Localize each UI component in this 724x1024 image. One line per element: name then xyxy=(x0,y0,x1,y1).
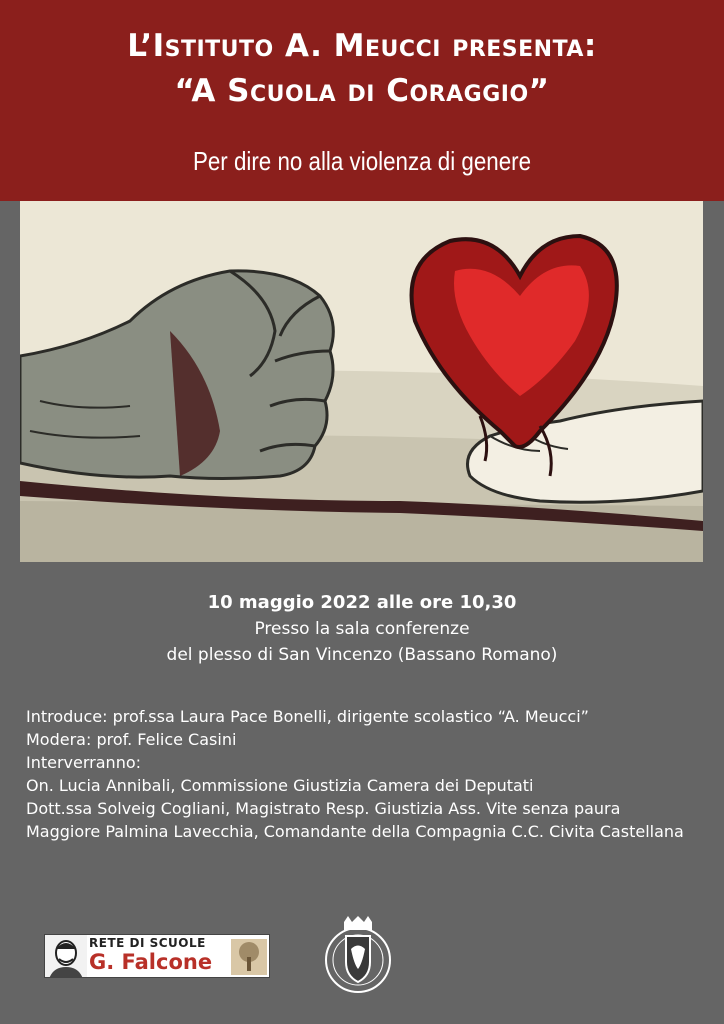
speaker-line: Dott.ssa Solveig Cogliani, Magistrato Resp. Giustizia Ass. Vite senza paura xyxy=(26,799,621,818)
subtitle: Per dire no alla violenza di genere xyxy=(192,146,532,176)
rete-label: RETE DI SCUOLE xyxy=(89,936,206,950)
modera-line: Modera: prof. Felice Casini xyxy=(26,730,237,749)
title-line-2: “A Scuola di Coraggio” xyxy=(174,73,550,109)
tree-icon xyxy=(231,939,267,975)
falcone-label: G. Falcone xyxy=(89,950,213,974)
rete-scuole-falcone-logo xyxy=(44,934,270,978)
event-location-line-1: Presso la sala conferenze xyxy=(254,619,470,639)
portrait-icon xyxy=(45,935,87,978)
illustration-svg xyxy=(20,201,703,562)
speaker-line: Maggiore Palmina Lavecchia, Comandante della Compagnia C.C. Civita Castellana xyxy=(26,822,684,841)
header-banner xyxy=(0,0,724,201)
municipal-crest-icon xyxy=(318,914,398,996)
event-info xyxy=(0,590,724,668)
event-location-line-2: del plesso di San Vincenzo (Bassano Romano) xyxy=(166,645,558,665)
event-date: 10 maggio 2022 alle ore 10,30 xyxy=(207,592,517,613)
speakers-details xyxy=(26,705,706,843)
speaker-line: On. Lucia Annibali, Commissione Giustizia Camera dei Deputati xyxy=(26,776,534,795)
introduce-line: Introduce: prof.ssa Laura Pace Bonelli, dirigente scolastico “A. Meucci” xyxy=(26,707,589,726)
interverranno-label: Interverranno: xyxy=(26,753,142,772)
fist-and-heart-illustration xyxy=(20,201,703,562)
title-line-1: L’Istituto A. Meucci presenta: xyxy=(127,28,597,64)
